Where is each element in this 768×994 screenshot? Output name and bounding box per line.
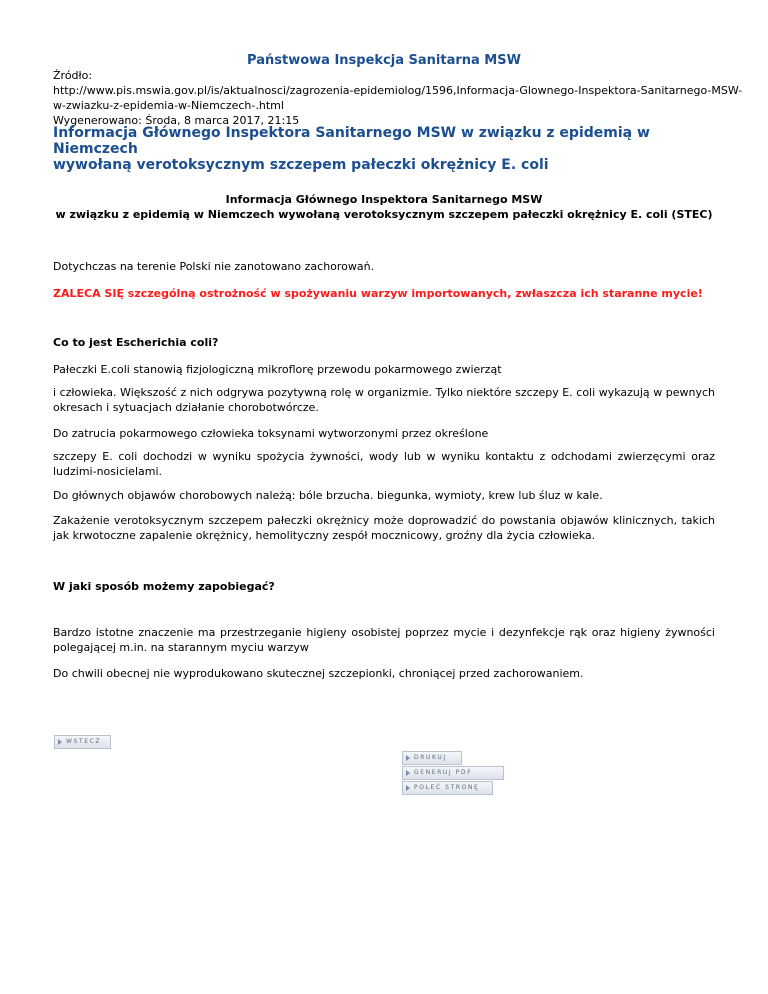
back-button[interactable] [54,735,111,749]
paragraph-2: i człowieka. Większość z nich odgrywa pozytywną rolę w organizmie. Tylko niektóre szczepy E. coli wykazują w pewnych okresach i sytuacjach działanie chorobotwórcze. [53,386,715,414]
article-title-line-1: Informacja Głównego Inspektora Sanitarnego MSW w związku z epidemią w Niemczech [53,125,650,157]
site-title: Państwowa Inspekcja Sanitarna MSW [247,53,521,68]
paragraph-3: Do zatrucia pokarmowego człowieka toksynami wytworzonymi przez określone [53,427,489,440]
article-heading-line-1: Informacja Głównego Inspektora Sanitarnego MSW [225,193,543,206]
paragraph-8: Do chwili obecnej nie wyprodukowano skutecznej szczepionki, chroniącej przed zachorowaniem. [53,667,584,680]
article-heading [53,192,715,222]
arrow-right-icon [406,785,410,791]
print-button[interactable] [402,751,462,765]
generate-pdf-button[interactable] [402,766,504,780]
recommend-page-button-label: POLEĆ STRONĘ [414,784,480,791]
paragraph-no-cases: Dotychczas na terenie Polski nie zanotowano zachorowań. [53,260,375,273]
arrow-right-icon [58,739,62,745]
paragraph-5: Do głównych objawów chorobowych należą: bóle brzucha. biegunka, wymioty, krew lub śluz w kale. [53,489,603,502]
paragraph-7: Bardzo istotne znaczenie ma przestrzeganie higieny osobistej poprzez mycie i dezynfekcje rąk oraz higieny żywności polegającej m.in. na starannym myciu warzyw [53,626,715,654]
source-label: Źródło: [53,69,93,82]
question-heading-2: W jaki sposób możemy zapobiegać? [53,580,275,593]
source-url-line-2: w-zwiazku-z-epidemia-w-Niemczech-.html [53,99,284,112]
paragraph-1: Pałeczki E.coli stanowią fizjologiczną mikroflorę przewodu pokarmowego zwierząt [53,363,502,376]
back-button-label: WSTECZ [66,738,102,745]
article-title [53,125,715,173]
generate-pdf-button-label: GENERUJ PDF [414,769,473,776]
source-meta [53,68,743,128]
source-url-line-1: http://www.pis.mswia.gov.pl/is/aktualnosci/zagrozenia-epidemiolog/1596,Informacja-Glownego-Inspektora-Sanitarnego-MSW- [53,84,743,97]
generated-timestamp: Wygenerowano: Środa, 8 marca 2017, 21:15 [53,114,300,127]
question-heading-1: Co to jest Escherichia coli? [53,336,219,349]
paragraph-4: szczepy E. coli dochodzi w wyniku spożycia żywności, wody lub w wyniku kontaktu z odchodami zwierzęcymi oraz ludzimi-nosicielami. [53,450,715,478]
arrow-right-icon [406,755,410,761]
article-heading-line-2: w związku z epidemią w Niemczech wywołaną verotoksycznym szczepem pałeczki okrężnicy E. coli (STEC) [55,208,713,221]
arrow-right-icon [406,770,410,776]
paragraph-6: Zakażenie verotoksycznym szczepem pałeczki okrężnicy może doprowadzić do powstania objawów klinicznych, takich jak krwotoczne zapalenie okrężnicy, hemolityczny zespół mocznicowy, groźny dla życia człowieka. [53,514,715,542]
recommend-page-button[interactable] [402,781,493,795]
print-button-label: DRUKUJ [414,754,447,761]
alert-paragraph: ZALECA SIĘ szczególną ostrożność w spożywaniu warzyw importowanych, zwłaszcza ich staranne mycie! [53,287,703,300]
article-title-line-2: wywołaną verotoksycznym szczepem pałeczki okrężnicy E. coli [53,157,549,173]
